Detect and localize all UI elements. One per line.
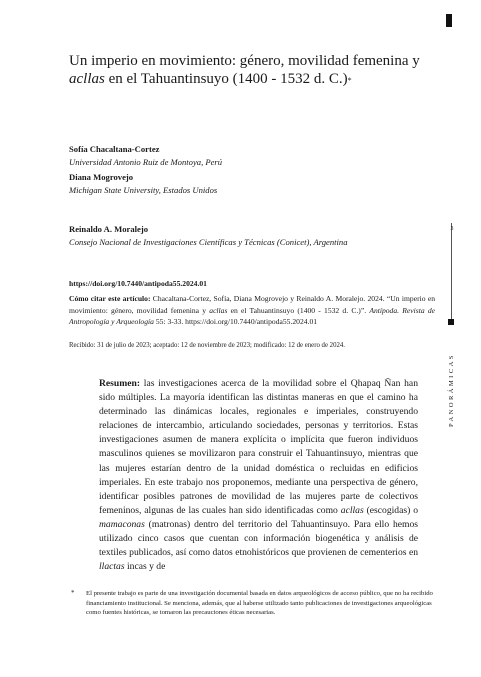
- author-affiliation: Michigan State University, Estados Unidos: [69, 185, 218, 195]
- author-name: Sofía Chacaltana-Cortez: [69, 144, 160, 154]
- author-name: Reinaldo A. Moralejo: [69, 224, 149, 234]
- side-marker: [448, 319, 454, 325]
- footnote: El presente trabajo es parte de una investigación documental basada en datos arqueológicos de acceso público, que no ha recibido financiamiento institucional. Se menciona, además, que al haberse utilizado tanto publicaciones de investigaciones arqueológicas como fuentes históricas, se tomaron las precauciones éticas necesarias.: [86, 590, 433, 617]
- author-affiliation: Consejo Nacional de Investigaciones Científicas y Técnicas (Conicet), Argentina: [69, 237, 348, 247]
- author-block: [69, 223, 439, 249]
- doi-link[interactable]: https://doi.org/10.7440/antipoda55.2024.01: [69, 279, 207, 288]
- corner-marker: [446, 14, 452, 27]
- side-rule-top: [451, 223, 452, 323]
- author-block: [69, 171, 439, 197]
- abstract: Resumen: las investigaciones acerca de la movilidad sobre el Qhapaq Ñan han sido múltiples. La mayoría identifican las distintas maneras en que el camino ha determinado las dinámicas locales, regionales e imperiales, construyendo relaciones de intercambio, articulando sociedades, personas y territorios. Estas investigaciones asumen de manera explícita o implícita que fueron individuos masculinos quienes se movilizaron para construir el Tahuantinsuyo, mientras que las mujeres estarían dentro de la unidad doméstica o recluidas en edificios imperiales. En este trabajo nos proponemos, mediante una perspectiva de género, identificar posibles patrones de movilidad de las mujeres parte de colectivos femeninos, algunas de las cuales han sido identificadas como acllas (escogidas) o mamaconas (matronas) dentro del territorio del Tahuantinsuyo. Para ello hemos utilizado cinco casos que cuentan con información biogenética y análisis de textiles publicados, así como datos etnohistóricos que provienen de cementerios en llactas incas y de: [99, 378, 419, 573]
- section-label: PANORÁMICAS: [448, 353, 455, 427]
- article-title: Un imperio en movimiento: género, movilidad femenina y acllas en el Tahuantinsuyo (1400 - 1532 d. C.)*: [69, 53, 420, 87]
- author-affiliation: Universidad Antonio Ruiz de Montoya, Perú: [69, 157, 223, 167]
- author-block: [69, 143, 439, 169]
- article-dates: Recibido: 31 de julio de 2023; aceptado: 12 de noviembre de 2023; modificado: 12 de enero de 2024.: [69, 342, 345, 349]
- author-name: Diana Mogrovejo: [69, 172, 134, 182]
- citation: Cómo citar este artículo: Chacaltana-Cortez, Sofía, Diana Mogrovejo y Reinaldo A. Moralejo. 2024. “Un imperio en movimiento: género, movilidad femenina y acllas en el Tahuantinsuyo (1400 - 1532 d. C.)”. Antípoda. Revista de Antropología y Arqueología 55: 3-33. https://doi.org/10.7440/antipoda55.2024.01: [69, 294, 436, 326]
- page-number: 3: [450, 226, 454, 232]
- footnote-mark: *: [71, 589, 75, 597]
